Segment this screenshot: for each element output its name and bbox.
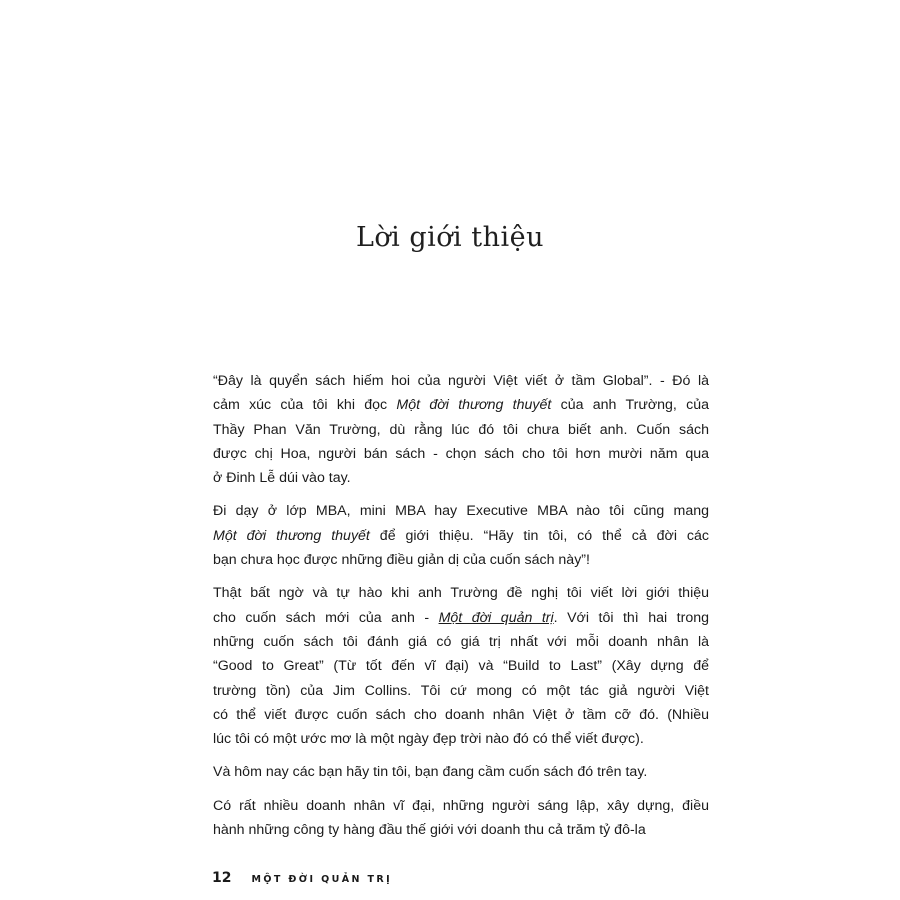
page-number: 12 [212, 870, 232, 886]
text-line: bạn chưa học được những điều giản dị của cuốn sách này”! [213, 552, 590, 569]
text-line: cho cuốn sách mới của anh - Một đời quản trị. Với tôi thì hai trong [213, 609, 709, 626]
text-line: hành những công ty hàng đầu thế giới với doanh thu cả trăm tỷ đô-la [213, 822, 646, 839]
paragraph [213, 581, 709, 751]
text-line: Đi dạy ở lớp MBA, mini MBA hay Executive MBA nào tôi cũng mang [213, 503, 709, 520]
text-line: Một đời thương thuyết để giới thiệu. “Hãy tin tôi, có thể cả đời các [213, 527, 709, 544]
paragraph [213, 794, 709, 843]
book-title-italic-underlined: Một đời quản trị [438, 609, 554, 626]
text-line: trường tồn) của Jim Collins. Tôi cứ mong có một tác giả người Việt [213, 682, 709, 699]
text-line: cảm xúc của tôi khi đọc Một đời thương thuyết của anh Trường, của [213, 397, 709, 414]
body-text [213, 369, 709, 851]
text-line: được chị Hoa, người bán sách - chọn sách cho tôi hơn mười năm qua [213, 445, 709, 462]
text-line: Thật bất ngờ và tự hào khi anh Trường đề nghị tôi viết lời giới thiệu [213, 585, 709, 602]
text-line: những cuốn sách tôi đánh giá có giá trị nhất với mỗi doanh nhân là [213, 633, 709, 650]
paragraph [213, 499, 709, 572]
book-title-italic: Một đời thương thuyết [213, 527, 370, 544]
text-line: “Good to Great” (Từ tốt đến vĩ đại) và “Build to Last” (Xây dựng để [213, 658, 709, 675]
chapter-title: Lời giới thiệu [355, 222, 545, 253]
text-line: lúc tôi có một ước mơ là một ngày đẹp trời nào đó có thể viết được). [213, 731, 644, 748]
page-footer [212, 870, 392, 886]
paragraph [213, 760, 709, 784]
paragraph [213, 369, 709, 490]
text-line: Thầy Phan Văn Trường, dù rằng lúc đó tôi chưa biết anh. Cuốn sách [213, 421, 709, 438]
running-title: MỘT ĐỜI QUẢN TRỊ [251, 874, 393, 885]
text-line: Và hôm nay các bạn hãy tin tôi, bạn đang cầm cuốn sách đó trên tay. [213, 764, 648, 781]
text-line: Có rất nhiều doanh nhân vĩ đại, những người sáng lập, xây dựng, điều [213, 797, 709, 814]
text-line: có thể viết được cuốn sách cho doanh nhân Việt ở tầm cỡ đó. (Nhiều [213, 706, 709, 723]
book-title-italic: Một đời thương thuyết [396, 397, 552, 414]
text-line: ở Đinh Lễ dúi vào tay. [213, 470, 351, 487]
text-line: “Đây là quyển sách hiếm hoi của người Việt viết ở tầm Global”. - Đó là [213, 373, 709, 389]
